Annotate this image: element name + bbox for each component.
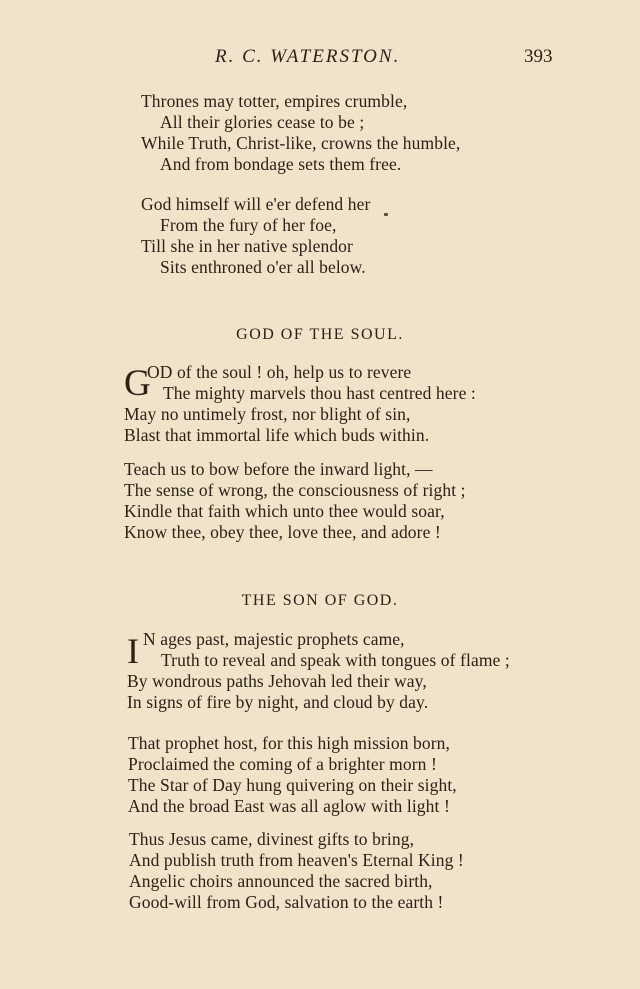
poem-line: Know thee, obey thee, love thee, and adore ! bbox=[124, 522, 441, 542]
poem-line: And the broad East was all aglow with light ! bbox=[128, 796, 450, 816]
poem-line: OD of the soul ! oh, help us to revere bbox=[147, 362, 412, 382]
poem-line: Sits enthroned o'er all below. bbox=[160, 257, 366, 277]
poem-line: The sense of wrong, the consciousness of right ; bbox=[124, 480, 466, 500]
poem-line: And publish truth from heaven's Eternal King ! bbox=[129, 850, 464, 870]
poem-line: All their glories cease to be ; bbox=[160, 112, 365, 132]
poem-line: May no untimely frost, nor blight of sin, bbox=[124, 404, 411, 424]
poem3-stanza-3 bbox=[129, 829, 464, 913]
page-number: 393 bbox=[524, 46, 553, 67]
poem-line: Till she in her native splendor bbox=[141, 236, 353, 256]
poem3-stanza-1 bbox=[127, 629, 510, 713]
page-header bbox=[0, 46, 640, 72]
poem-line: While Truth, Christ-like, crowns the humble, bbox=[141, 133, 461, 153]
poem-line: Proclaimed the coming of a brighter morn ! bbox=[128, 754, 437, 774]
drop-cap: G bbox=[124, 363, 151, 404]
poem-line: The Star of Day hung quivering on their sight, bbox=[128, 775, 457, 795]
poem-line: Truth to reveal and speak with tongues of flame ; bbox=[161, 650, 510, 670]
ink-speck bbox=[384, 213, 388, 216]
poem-line: Thrones may totter, empires crumble, bbox=[141, 91, 408, 111]
running-head: R. C. WATERSTON. bbox=[215, 46, 401, 67]
poem2-stanza-1 bbox=[124, 362, 476, 446]
poem-line: From the fury of her foe, bbox=[160, 215, 337, 235]
poem-line: And from bondage sets them free. bbox=[160, 154, 402, 174]
poem-line: Kindle that faith which unto thee would soar, bbox=[124, 501, 445, 521]
poem-line: The mighty marvels thou hast centred here : bbox=[163, 383, 476, 403]
poem2-stanza-2 bbox=[124, 459, 466, 543]
poem-line: By wondrous paths Jehovah led their way, bbox=[127, 671, 427, 691]
poem1-stanza-1 bbox=[141, 91, 460, 175]
drop-cap: I bbox=[127, 631, 140, 671]
poem-line: N ages past, majestic prophets came, bbox=[143, 629, 405, 649]
poem-line: God himself will e'er defend her bbox=[141, 194, 371, 214]
poem-title-the-son-of-god: THE SON OF GOD. bbox=[241, 592, 399, 609]
poem-line: That prophet host, for this high mission born, bbox=[128, 733, 451, 753]
poem-line: Thus Jesus came, divinest gifts to bring, bbox=[129, 829, 415, 849]
poem-line: Teach us to bow before the inward light, — bbox=[124, 459, 433, 479]
poem-line: In signs of fire by night, and cloud by day. bbox=[127, 692, 429, 712]
poem1-stanza-2 bbox=[141, 194, 370, 278]
poem-title-god-of-the-soul: GOD OF THE SOUL. bbox=[236, 326, 404, 343]
poem-line: Good-will from God, salvation to the earth ! bbox=[129, 892, 444, 912]
poem-line: Blast that immortal life which buds within. bbox=[124, 425, 430, 445]
poem3-stanza-2 bbox=[128, 733, 457, 817]
poem-line: Angelic choirs announced the sacred birth, bbox=[129, 871, 433, 891]
